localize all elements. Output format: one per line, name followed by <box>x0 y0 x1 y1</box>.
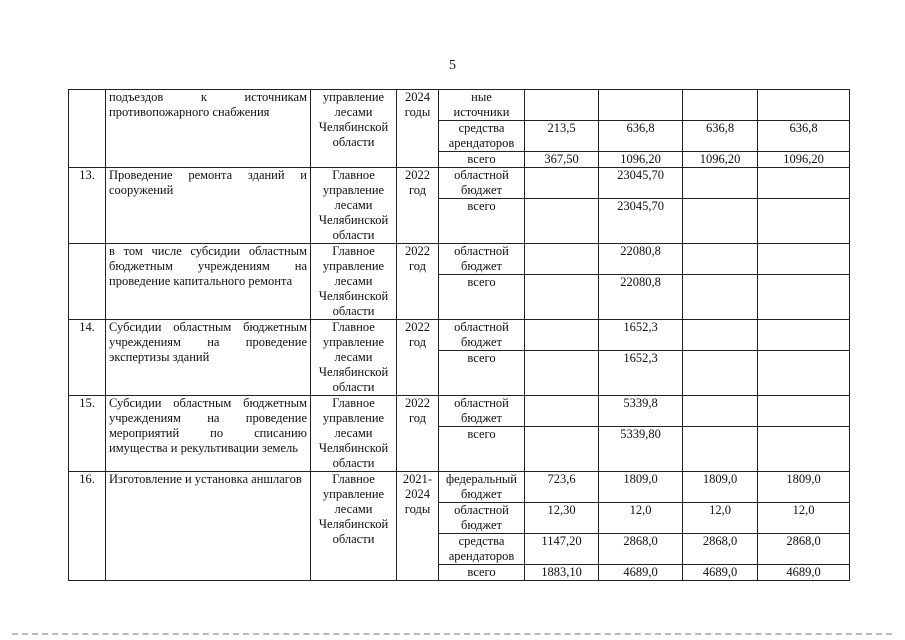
funding-source: средства арендаторов <box>439 121 525 152</box>
table-row <box>69 472 850 503</box>
value-cell: 213,5 <box>525 121 599 152</box>
value-cell <box>683 168 758 199</box>
value-cell: 1652,3 <box>599 351 683 396</box>
value-cell <box>599 90 683 121</box>
value-cell <box>525 351 599 396</box>
value-cell: 12,0 <box>683 503 758 534</box>
responsible-org: Главное управление лесами Челябинской области <box>311 244 397 320</box>
value-cell: 4689,0 <box>758 565 850 581</box>
value-cell <box>683 320 758 351</box>
responsible-org: Главное управление лесами Челябинской области <box>311 320 397 396</box>
value-cell: 2868,0 <box>683 534 758 565</box>
value-cell <box>683 427 758 472</box>
value-cell <box>525 275 599 320</box>
value-cell <box>683 199 758 244</box>
row-number: 15. <box>69 396 106 472</box>
value-cell <box>758 396 850 427</box>
table-row <box>69 396 850 427</box>
value-cell: 2868,0 <box>599 534 683 565</box>
value-cell <box>683 244 758 275</box>
page-number: 5 <box>449 58 456 73</box>
value-cell <box>525 199 599 244</box>
value-cell: 1809,0 <box>599 472 683 503</box>
value-cell: 12,0 <box>599 503 683 534</box>
years: 2022 год <box>397 320 439 396</box>
responsible-org: Главное управление лесами Челябинской области <box>311 396 397 472</box>
funding-source: всего <box>439 351 525 396</box>
value-cell <box>683 396 758 427</box>
value-cell <box>758 168 850 199</box>
value-cell: 4689,0 <box>683 565 758 581</box>
value-cell: 2868,0 <box>758 534 850 565</box>
value-cell <box>758 275 850 320</box>
value-cell: 636,8 <box>758 121 850 152</box>
value-cell <box>683 90 758 121</box>
activity-name: Субсидии областным бюджетным учреждениям на проведение мероприятий по списанию имущества и рекультивации земель <box>106 396 311 472</box>
row-number: 13. <box>69 168 106 244</box>
funding-source: всего <box>439 199 525 244</box>
responsible-org: Главное управление лесами Челябинской области <box>311 168 397 244</box>
table-row <box>69 244 850 275</box>
value-cell: 723,6 <box>525 472 599 503</box>
value-cell <box>525 320 599 351</box>
value-cell <box>683 275 758 320</box>
value-cell <box>758 244 850 275</box>
years: 2021-2024 годы <box>397 472 439 581</box>
value-cell <box>758 351 850 396</box>
funding-source: средства арендаторов <box>439 534 525 565</box>
value-cell: 1883,10 <box>525 565 599 581</box>
value-cell <box>525 168 599 199</box>
value-cell: 1809,0 <box>758 472 850 503</box>
value-cell: 367,50 <box>525 152 599 168</box>
activity-name: Изготовление и установка аншлагов <box>106 472 311 581</box>
row-number: 16. <box>69 472 106 581</box>
value-cell <box>525 396 599 427</box>
funding-source: всего <box>439 275 525 320</box>
row-number <box>69 244 106 320</box>
value-cell: 22080,8 <box>599 244 683 275</box>
value-cell: 636,8 <box>599 121 683 152</box>
years: 2022 год <box>397 244 439 320</box>
value-cell: 12,30 <box>525 503 599 534</box>
value-cell <box>525 90 599 121</box>
value-cell <box>525 244 599 275</box>
funding-source: областной бюджет <box>439 396 525 427</box>
funding-source: всего <box>439 152 525 168</box>
funding-source: областной бюджет <box>439 168 525 199</box>
table-body <box>69 90 850 581</box>
funding-source: областной бюджет <box>439 503 525 534</box>
value-cell: 22080,8 <box>599 275 683 320</box>
value-cell: 1096,20 <box>758 152 850 168</box>
value-cell: 1652,3 <box>599 320 683 351</box>
value-cell: 5339,8 <box>599 396 683 427</box>
value-cell <box>758 199 850 244</box>
activity-name: подъездов к источникам противопожарного снабжения <box>106 90 311 168</box>
value-cell <box>758 320 850 351</box>
program-table <box>68 89 850 581</box>
table-row <box>69 168 850 199</box>
value-cell <box>758 90 850 121</box>
value-cell: 1147,20 <box>525 534 599 565</box>
value-cell: 12,0 <box>758 503 850 534</box>
value-cell: 5339,80 <box>599 427 683 472</box>
funding-source: всего <box>439 565 525 581</box>
funding-source: областной бюджет <box>439 244 525 275</box>
value-cell <box>683 351 758 396</box>
table-row <box>69 90 850 121</box>
funding-source: всего <box>439 427 525 472</box>
row-number <box>69 90 106 168</box>
activity-name: Проведение ремонта зданий и сооружений <box>106 168 311 244</box>
value-cell: 1096,20 <box>599 152 683 168</box>
value-cell: 636,8 <box>683 121 758 152</box>
years: 2024 годы <box>397 90 439 168</box>
value-cell: 4689,0 <box>599 565 683 581</box>
value-cell: 23045,70 <box>599 168 683 199</box>
responsible-org: Главное управление лесами Челябинской области <box>311 472 397 581</box>
value-cell: 1809,0 <box>683 472 758 503</box>
years: 2022 год <box>397 396 439 472</box>
value-cell <box>758 427 850 472</box>
activity-name: в том числе субсидии областным бюджетным учреждениям на проведение капитального ремонта <box>106 244 311 320</box>
scan-edge-line <box>12 633 892 635</box>
table-row <box>69 320 850 351</box>
years: 2022 год <box>397 168 439 244</box>
value-cell <box>525 427 599 472</box>
value-cell: 1096,20 <box>683 152 758 168</box>
value-cell: 23045,70 <box>599 199 683 244</box>
funding-source: ные источники <box>439 90 525 121</box>
funding-source: федеральный бюджет <box>439 472 525 503</box>
activity-name: Субсидии областным бюджетным учреждениям на проведение экспертизы зданий <box>106 320 311 396</box>
funding-source: областной бюджет <box>439 320 525 351</box>
row-number: 14. <box>69 320 106 396</box>
responsible-org: управление лесами Челябинской области <box>311 90 397 168</box>
